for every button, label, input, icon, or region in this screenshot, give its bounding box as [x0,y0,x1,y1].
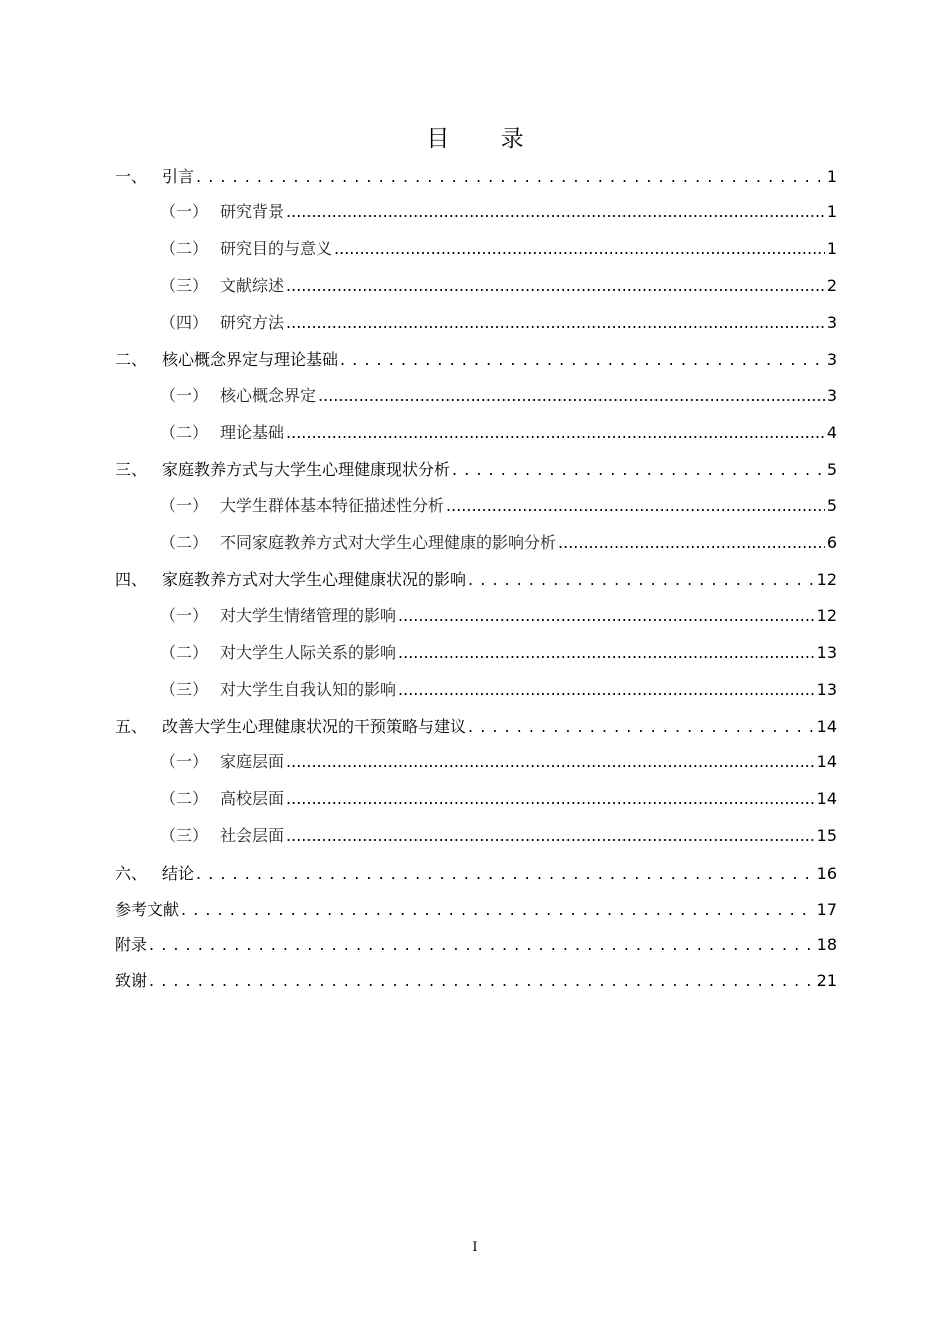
toc-entry[interactable] [115,856,837,884]
toc-entry-title: 结论 [162,864,195,883]
toc-entry-title: 研究背景 [220,202,285,221]
toc-entry-title: 理论基础 [220,423,285,442]
toc-entry-number: 三、 [115,460,148,479]
toc-entry-number: （四） [160,313,209,332]
toc-entry-title: 改善大学生心理健康状况的干预策略与建议 [162,717,467,736]
toc-entry[interactable] [160,744,837,772]
toc-entry-title: 核心概念界定 [220,386,317,405]
toc-dot-leader [452,460,825,480]
toc-dot-leader [286,826,815,846]
toc-entry[interactable] [160,194,837,222]
toc-entry-page: 14 [816,789,837,808]
toc-entry-title: 社会层面 [220,826,285,845]
toc-entry-page: 12 [816,606,837,625]
toc-entry-number: 一、 [115,167,148,186]
toc-dot-leader [286,789,815,809]
toc-entry-title: 大学生群体基本特征描述性分析 [220,496,445,515]
toc-entry-title: 不同家庭教养方式对大学生心理健康的影响分析 [220,533,557,552]
toc-entry-title: 核心概念界定与理论基础 [162,350,339,369]
toc-dot-leader [149,935,815,955]
toc-entry-page: 14 [816,752,837,771]
toc-entry-number: 四、 [115,570,148,589]
toc-entry-number: （一） [160,752,209,771]
toc-entry-number: 五、 [115,717,148,736]
toc-entry[interactable] [115,927,837,955]
toc-dot-leader [286,752,815,772]
toc-entry-page: 16 [816,864,837,883]
toc-entry[interactable] [160,305,837,333]
toc-entry-page: 18 [816,935,837,954]
toc-entry-number: 二、 [115,350,148,369]
toc-dot-leader [558,533,825,553]
toc-entry-page: 2 [826,276,837,295]
toc-entry[interactable] [160,268,837,296]
toc-entry[interactable] [160,635,837,663]
toc-entry-number: （一） [160,606,209,625]
toc-entry-page: 14 [816,717,837,736]
toc-entry-title: 家庭教养方式对大学生心理健康状况的影响 [162,570,467,589]
toc-entry-number: （一） [160,496,209,515]
toc-dot-leader [446,496,825,516]
toc-dot-leader [181,900,815,920]
toc-dot-leader [398,606,815,626]
toc-dot-leader [398,680,815,700]
toc-entry[interactable] [115,892,837,920]
toc-entry[interactable] [115,709,837,737]
toc-entry-page: 12 [816,570,837,589]
toc-entry-page: 1 [826,239,837,258]
toc-entry-title: 文献综述 [220,276,285,295]
toc-entry[interactable] [115,342,837,370]
toc-entry-page: 3 [826,350,837,369]
toc-entry-page: 13 [816,680,837,699]
toc-dot-leader [334,239,825,259]
toc-entry-title: 致谢 [115,971,148,990]
toc-entry-title: 对大学生情绪管理的影响 [220,606,397,625]
toc-entry-page: 4 [826,423,837,442]
toc-dot-leader [468,717,815,737]
toc-entry[interactable] [115,159,837,187]
toc-entry-page: 17 [816,900,837,919]
toc-dot-leader [398,643,815,663]
toc-entry-page: 1 [826,167,837,186]
toc-entry-page: 5 [826,496,837,515]
toc-entry[interactable] [160,781,837,809]
toc-entry-title: 引言 [162,167,195,186]
toc-entry-number: （二） [160,533,209,552]
toc-entry[interactable] [160,415,837,443]
toc-entry-page: 13 [816,643,837,662]
toc-entry-page: 6 [826,533,837,552]
toc-entry-title: 家庭教养方式与大学生心理健康现状分析 [162,460,451,479]
toc-entry[interactable] [160,672,837,700]
toc-entry[interactable] [115,963,837,991]
toc-entry-title: 家庭层面 [220,752,285,771]
toc-entry-page: 21 [816,971,837,990]
toc-entry[interactable] [160,598,837,626]
toc-entry-number: （三） [160,680,209,699]
toc-entry-number: （一） [160,386,209,405]
toc-entry[interactable] [160,488,837,516]
toc-entry-page: 5 [826,460,837,479]
toc-dot-leader [149,971,815,991]
toc-entry[interactable] [160,525,837,553]
toc-entry-page: 15 [816,826,837,845]
toc-entry-title: 高校层面 [220,789,285,808]
toc-dot-leader [468,570,815,590]
toc-dot-leader [196,864,815,884]
toc-dot-leader [286,313,825,333]
page-number: I [472,1240,478,1255]
toc-entry-title: 附录 [115,935,148,954]
toc-entry-number: （三） [160,826,209,845]
toc-title: 目 录 [426,126,546,152]
toc-dot-leader [286,202,825,222]
toc-entry[interactable] [160,818,837,846]
toc-dot-leader [340,350,825,370]
toc-entry[interactable] [160,231,837,259]
toc-dot-leader [286,423,825,443]
toc-entry-number: （二） [160,643,209,662]
toc-entry-title: 参考文献 [115,900,180,919]
toc-entry-page: 3 [826,386,837,405]
toc-entry-number: （一） [160,202,209,221]
toc-entry-page: 3 [826,313,837,332]
toc-dot-leader [196,167,825,187]
toc-entry-page: 1 [826,202,837,221]
toc-entry-title: 对大学生人际关系的影响 [220,643,397,662]
toc-entry-number: 六、 [115,864,148,883]
toc-dot-leader [286,276,825,296]
toc-entry-title: 研究方法 [220,313,285,332]
toc-entry-number: （三） [160,276,209,295]
toc-entry-title: 对大学生自我认知的影响 [220,680,397,699]
toc-entry-title: 研究目的与意义 [220,239,333,258]
toc-entry[interactable] [115,562,837,590]
toc-dot-leader [318,386,825,406]
toc-entry-number: （二） [160,423,209,442]
toc-entry-number: （二） [160,239,209,258]
toc-entry[interactable] [160,378,837,406]
toc-entry[interactable] [115,452,837,480]
toc-entry-number: （二） [160,789,209,808]
